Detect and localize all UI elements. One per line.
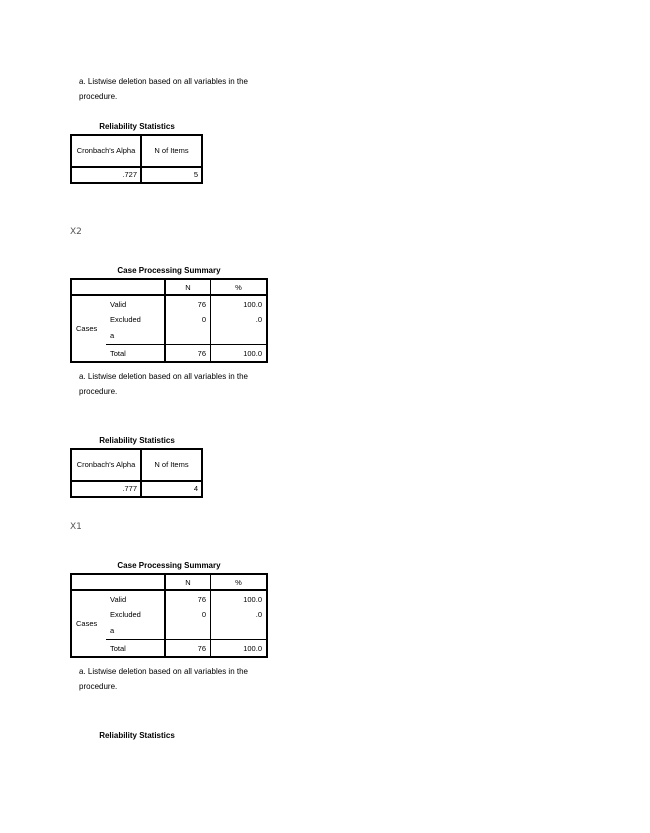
case-summary-title: Case Processing Summary: [117, 561, 221, 570]
section-label-x2: X2: [70, 227, 82, 237]
case-summary-table: [70, 278, 268, 363]
row-label-valid: Valid: [110, 594, 127, 604]
alpha-value: .777: [71, 481, 141, 497]
cell-total-pct: 100.0: [211, 640, 268, 658]
reliability-table: [70, 448, 203, 498]
cell-excluded-n: 0: [165, 312, 211, 345]
case-summary-table: [70, 573, 268, 658]
corner-cell: [106, 279, 165, 295]
alpha-value: .727: [71, 167, 141, 183]
header-n: N: [165, 279, 211, 295]
footnote-listwise: a. Listwise deletion based on all variables in the procedure.: [79, 667, 248, 691]
cell-total-n: 76: [165, 640, 211, 658]
cell-valid-pct: 100.0: [211, 295, 268, 312]
items-value: 5: [141, 167, 202, 183]
section-label-x1: X1: [70, 522, 82, 532]
cell-valid-n: 76: [165, 590, 211, 607]
row-label-excluded: Excluded a: [110, 315, 141, 340]
reliability-title: Reliability Statistics: [99, 436, 175, 445]
header-cronbach-alpha: Cronbach's Alpha: [71, 135, 141, 167]
reliability-table: [70, 134, 203, 184]
reliability-title: Reliability Statistics: [99, 122, 175, 131]
header-percent: %: [211, 279, 268, 295]
cell-excluded-n: 0: [165, 607, 211, 640]
corner-cell: [106, 574, 165, 590]
items-value: 4: [141, 481, 202, 497]
reliability-title: Reliability Statistics: [99, 731, 175, 740]
row-label-total: Total: [106, 640, 165, 658]
cell-total-n: 76: [165, 345, 211, 363]
row-label-valid: Valid: [110, 299, 127, 309]
corner-cell: [71, 574, 106, 590]
footnote-marker: a: [110, 626, 115, 635]
header-cronbach-alpha: Cronbach's Alpha: [71, 449, 141, 481]
row-label-total: Total: [106, 345, 165, 363]
header-n-of-items: N of Items: [141, 449, 202, 481]
cell-excluded-pct: .0: [211, 312, 268, 345]
corner-cell: [71, 279, 106, 295]
cell-total-pct: 100.0: [211, 345, 268, 363]
footnote-listwise: a. Listwise deletion based on all variables in the procedure.: [79, 372, 248, 396]
case-summary-title: Case Processing Summary: [117, 266, 221, 275]
footnote-listwise: a. Listwise deletion based on all variables in the procedure.: [79, 77, 248, 101]
cell-valid-pct: 100.0: [211, 590, 268, 607]
header-percent: %: [211, 574, 268, 590]
row-group-cases: Cases: [76, 324, 98, 333]
footnote-marker: a: [110, 331, 115, 340]
row-label-excluded: Excluded a: [110, 610, 141, 635]
cell-excluded-pct: .0: [211, 607, 268, 640]
cell-valid-n: 76: [165, 295, 211, 312]
row-group-cases: Cases: [76, 619, 98, 628]
header-n: N: [165, 574, 211, 590]
header-n-of-items: N of Items: [141, 135, 202, 167]
